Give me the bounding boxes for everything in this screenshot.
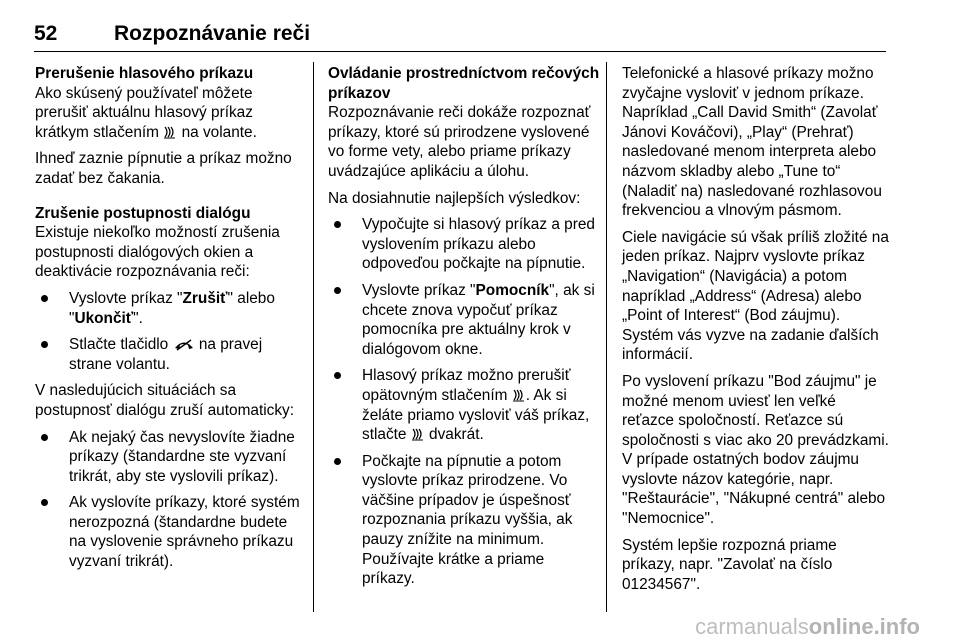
paragraph: Ciele navigácie sú však príliš zložité na jeden príkaz. Najprv vyslovte príkaz „Navigation“ (Navigácia) a potom napríklad „Address“ (Adresa) alebo „Point of Interest“ (Bod záujmu). Systém vás vyzve na zadanie ďalších informácií. xyxy=(622,228,889,364)
paragraph: Existuje niekoľko možností zrušenia postupnosti dialógových okien a deaktivácie rozpoznávania reči: xyxy=(35,224,280,281)
page-title: Rozpoznávanie reči xyxy=(114,22,311,45)
bullet-icon xyxy=(41,499,48,506)
bullet-list xyxy=(328,215,600,589)
voice-control-icon xyxy=(411,428,425,441)
paragraph: Systém lepšie rozpozná priame príkazy, napr. "Zavolať na číslo 01234567". xyxy=(622,536,837,593)
paragraph: Po vyslovení príkazu "Bod záujmu" je možné menom uviesť len veľké reťazce spoločností. Reťazce sú spoločnosti s viac ako 20 prevádzkami. V prípade ostatných bodov záujmu vyslovte názov kategórie, napr. "Reštaurácie", "Nákupné centrá" alebo "Nemocnice". xyxy=(622,372,889,528)
bullet-icon xyxy=(41,434,48,441)
list-item: Hlasový príkaz možno prerušiť opätovným stlačením . Ak si želáte priamo vysloviť váš príkaz, stlačte dvakrát. xyxy=(328,366,600,444)
paragraph: Rozpoznávanie reči dokáže rozpoznať príkazy, ktoré sú prirodzene vyslovené vo forme vety, alebo priame príkazy uvádzajúce aplikáciu a úlohu. xyxy=(328,104,591,180)
column-divider xyxy=(313,62,314,612)
paragraph: V nasledujúcich situáciách sa postupnosť dialógu zruší automaticky: xyxy=(35,382,295,419)
page-header xyxy=(34,22,924,52)
list-item: Vypočujte si hlasový príkaz a pred vyslovením príkazu alebo odpoveďou počkajte na pípnutie. xyxy=(328,215,600,274)
bullet-icon xyxy=(41,295,48,302)
column-3 xyxy=(622,64,890,601)
column-2 xyxy=(328,64,600,596)
paragraph: Ihneď zaznie pípnutie a príkaz možno zadať bez čakania. xyxy=(35,150,292,187)
section-heading: Zrušenie postupnosti dialógu xyxy=(35,204,251,222)
column-divider xyxy=(606,62,607,612)
bullet-icon xyxy=(334,221,341,228)
bullet-icon xyxy=(334,372,341,379)
section-heading: Ovládanie prostredníctvom rečových príkazov xyxy=(328,65,600,102)
column-1 xyxy=(35,64,303,579)
voice-control-icon xyxy=(512,389,526,402)
list-item: Vyslovte príkaz "Pomocník", ak si chcete znova vypočuť príkaz pomocníka pre aktuálny krok v dialógovom okne. xyxy=(328,281,600,359)
list-item: Vyslovte príkaz "Zrušiť" alebo "Ukončiť". xyxy=(35,289,303,328)
bullet-icon xyxy=(334,287,341,294)
bullet-list xyxy=(35,289,303,374)
section-heading: Prerušenie hlasového príkazu xyxy=(35,65,254,82)
bullet-list xyxy=(35,428,303,572)
bullet-icon xyxy=(334,458,341,465)
voice-control-icon xyxy=(163,126,177,139)
paragraph: Ako skúsený používateľ môžete prerušiť aktuálnu hlasový príkaz krátkym stlačením na volante. xyxy=(35,84,257,141)
page-number: 52 xyxy=(34,22,58,45)
list-item: Stlačte tlačidlo na pravej strane volantu. xyxy=(35,335,303,374)
bullet-icon xyxy=(41,341,48,348)
paragraph: Telefonické a hlasové príkazy možno zvyčajne vysloviť v jednom príkaze. Napríklad „Call David Smith“ (Zavolať Jánovi Kováčovi), „Play“ (Prehrať) nasledované menom interpreta alebo názvom skladby alebo „Tune to“ (Naladiť na) nasledované rozhlasovou frekvenciou a vlnovým pásmom. xyxy=(622,65,882,220)
header-rule xyxy=(34,51,886,52)
list-item: Počkajte na pípnutie a potom vyslovte príkaz prirodzene. Vo väčšine prípadov je úspešnosť rozpoznania príkazu vyššia, ak pauzy znížite na minimum. Používajte krátke a priame príkazy. xyxy=(328,452,600,589)
list-item: Ak nejaký čas nevyslovíte žiadne príkazy (štandardne ste vyzvaní trikrát, aby ste vyslovili príkaz). xyxy=(35,428,303,487)
end-call-icon xyxy=(173,339,195,351)
paragraph: Na dosiahnutie najlepších výsledkov: xyxy=(328,189,581,207)
watermark: carmanualsonline.info xyxy=(695,614,920,639)
list-item: Ak vyslovíte príkazy, ktoré systém nerozpozná (štandardne budete na vyslovenie správneho príkazu vyzvaní trikrát). xyxy=(35,493,303,571)
